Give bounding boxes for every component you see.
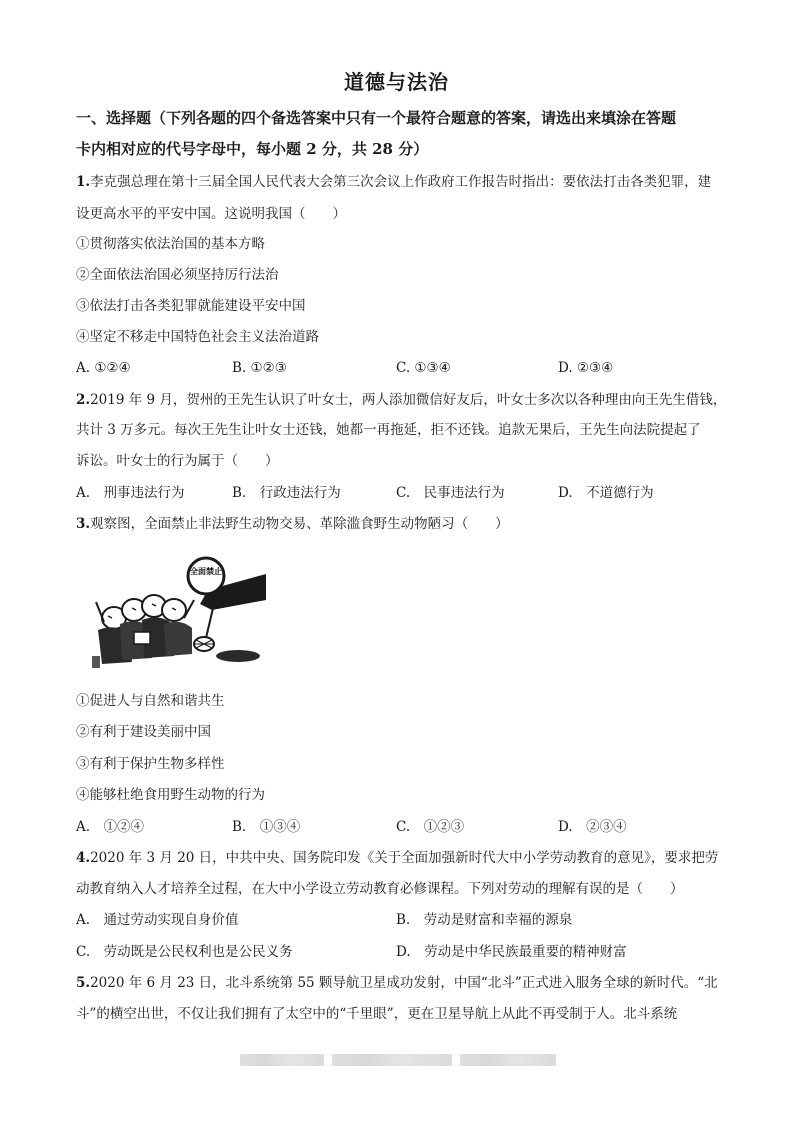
page-title: 道德与法治	[344, 70, 449, 94]
question-1-option-c[interactable]: C. ①③④	[396, 360, 451, 376]
question-1-option-b[interactable]: B. ①②③	[232, 360, 287, 376]
question-5-line-1	[76, 973, 718, 993]
cartoon-sign-text: 全面禁止	[190, 567, 222, 576]
question-5-number: 5.	[76, 975, 91, 991]
question-3-text-1: 观察图，全面禁止非法野生动物交易、革除滥食野生动物陋习（ ）	[90, 516, 509, 532]
question-1-line-2: 设更高水平的平安中国。这说明我国（ ）	[76, 206, 346, 222]
question-3-statement-1: ①促进人与自然和谐共生	[76, 693, 225, 709]
footer-watermark-left	[240, 1054, 324, 1066]
question-4-text-1: 2020 年 3 月 20 日，中共中央、国务院印发《关于全面加强新时代大中小学劳动教育的意见》，要求把劳	[90, 850, 719, 866]
question-4-option-b[interactable]: B. 劳动是财富和幸福的源泉	[396, 912, 573, 928]
question-2-line-2: 共计 3 万多元。每次王先生让叶女士还钱，她都一再拖延，拒不还钱。追款无果后，王先生向法院提起了	[76, 422, 701, 438]
question-3-option-d[interactable]: D. ②③④	[558, 819, 627, 835]
question-4-option-c[interactable]: C. 劳动既是公民权利也是公民义务	[76, 944, 293, 960]
question-5-text-1: 2020 年 6 月 23 日，北斗系统第 55 颗导航卫星成功发射，中国“北斗”正式进入服务全球的新时代。“北	[90, 975, 718, 991]
question-3-option-b[interactable]: B. ①③④	[232, 819, 301, 835]
question-4-number: 4.	[76, 850, 91, 866]
question-3-line-1	[76, 514, 509, 534]
question-2-option-a[interactable]: A. 刑事违法行为	[76, 485, 185, 501]
question-3-option-a[interactable]: A. ①②④	[76, 819, 145, 835]
question-2-option-b[interactable]: B. 行政违法行为	[232, 485, 341, 501]
question-1-statement-3: ③依法打击各类犯罪就能建设平安中国	[76, 298, 306, 314]
question-4-option-a[interactable]: A. 通过劳动实现自身价值	[76, 912, 239, 928]
question-3-statement-2: ②有利于建设美丽中国	[76, 724, 211, 740]
footer-watermark-middle	[332, 1054, 452, 1066]
question-1-option-a[interactable]: A. ①②④	[76, 360, 131, 376]
section-heading-line-2: 卡内相对应的代号字母中，每小题 2 分，共 28 分）	[76, 140, 429, 158]
question-2-number: 2.	[76, 392, 91, 408]
question-1-statement-1: ①贯彻落实依法治国的基本方略	[76, 236, 265, 252]
section-heading-line-1: 一、选择题（下列各题的四个备选答案中只有一个最符合题意的答案，请选出来填涂在答题	[76, 109, 677, 127]
question-1-text-1: 李克强总理在第十三届全国人民代表大会第三次会议上作政府工作报告时指出：要依法打击各类犯罪，建	[90, 174, 712, 190]
question-1-statement-2: ②全面依法治国必须坚持厉行法治	[76, 267, 279, 283]
question-2-text-1: 2019 年 9 月，贺州的王先生认识了叶女士，两人添加微信好友后，叶女士多次以各种理由向王先生借钱，	[90, 392, 727, 408]
question-5-line-2: 斗”的横空出世，不仅让我们拥有了太空中的“千里眼”，更在卫星导航上从此不再受制于人。北斗系统	[76, 1006, 678, 1022]
question-1-number: 1.	[76, 174, 91, 190]
question-3-statement-3: ③有利于保护生物多样性	[76, 756, 225, 772]
question-3-number: 3.	[76, 516, 91, 532]
wildlife-ban-cartoon	[88, 552, 268, 674]
question-4-line-2: 动教育纳入人才培养全过程，在大中小学设立劳动教育必修课程。下列对劳动的理解有误的是（ ）	[76, 881, 684, 897]
footer-watermark-right	[460, 1054, 556, 1066]
question-2-option-d[interactable]: D. 不道德行为	[558, 485, 654, 501]
question-4-line-1	[76, 848, 718, 868]
question-1-line-1	[76, 172, 711, 192]
question-4-option-d[interactable]: D. 劳动是中华民族最重要的精神财富	[396, 944, 627, 960]
question-3-statement-4: ④能够杜绝食用野生动物的行为	[76, 787, 265, 803]
question-2-option-c[interactable]: C. 民事违法行为	[396, 485, 505, 501]
question-1-statement-4: ④坚定不移走中国特色社会主义法治道路	[76, 329, 319, 345]
question-2-line-1	[76, 390, 726, 410]
question-3-option-c[interactable]: C. ①②③	[396, 819, 465, 835]
question-2-line-3: 诉讼。叶女士的行为属于（ ）	[76, 453, 279, 469]
question-1-option-d[interactable]: D. ②③④	[558, 360, 614, 376]
